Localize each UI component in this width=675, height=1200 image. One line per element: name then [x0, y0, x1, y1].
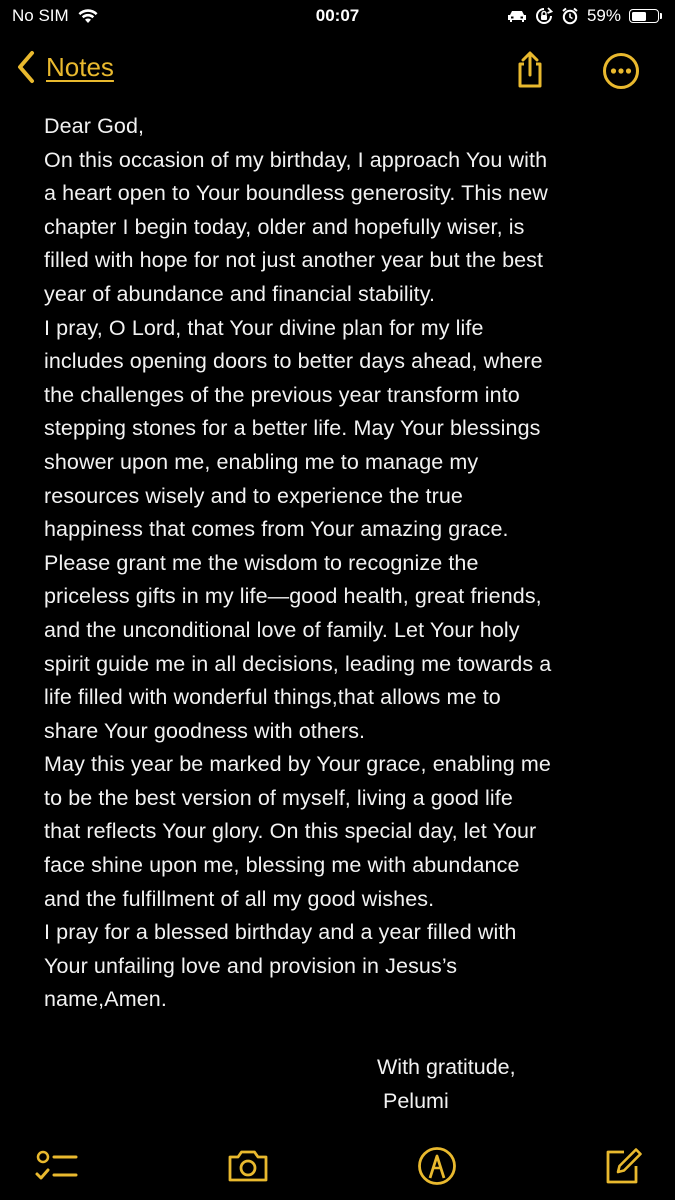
note-line: shower upon me, enabling me to manage my: [44, 449, 479, 474]
checklist-button[interactable]: [34, 1144, 78, 1188]
note-line: Dear God,: [44, 114, 145, 138]
battery-level: [632, 12, 646, 21]
back-label: Notes: [46, 51, 114, 82]
carrier-label: No SIM: [12, 6, 69, 25]
more-icon: [602, 52, 640, 90]
note-line: priceless gifts in my life—good health, great friends,: [44, 584, 542, 609]
note-line: May this year be marked by Your grace, enabling me: [44, 752, 551, 777]
note-line: that reflects Your glory. On this special day, let Your: [44, 819, 537, 844]
markup-pen-icon: [415, 1144, 459, 1188]
car-icon: [507, 8, 527, 24]
alarm-icon: [561, 7, 579, 25]
note-line: chapter I begin today, older and hopefully wiser, is: [44, 214, 525, 239]
status-time: 00:07: [315, 6, 360, 25]
note-line: share Your goodness with others.: [44, 718, 366, 743]
note-line: life filled with wonderful things,that allows me to: [44, 685, 501, 710]
status-right: [507, 6, 659, 26]
signature-name: Pelumi: [383, 1088, 449, 1113]
note-line: and the fulfillment of all my good wishes.: [44, 886, 435, 911]
note-line: Please grant me the wisdom to recognize the: [44, 550, 479, 575]
status-bar: [0, 0, 675, 36]
camera-icon: [226, 1144, 270, 1188]
note-line: name,Amen.: [44, 987, 167, 1012]
note-line: filled with hope for not just another year but the best: [44, 248, 544, 273]
battery-icon: [629, 9, 659, 23]
checklist-icon: [34, 1144, 78, 1188]
nav-bar: [0, 44, 675, 96]
more-button[interactable]: [602, 52, 640, 90]
note-line: I pray for a blessed birthday and a year filled with: [44, 920, 517, 945]
compose-button[interactable]: [602, 1144, 646, 1188]
note-line: includes opening doors to better days ahead, where: [44, 349, 543, 374]
signoff-text: With gratitude,: [377, 1055, 516, 1079]
note-line: I pray, O Lord, that Your divine plan for my life: [44, 315, 484, 340]
note-line: stepping stones for a better life. May Your blessings: [44, 416, 541, 441]
note-line: spirit guide me in all decisions, leading me towards a: [44, 651, 552, 676]
battery-percent: 59%: [586, 6, 621, 25]
note-line: and the unconditional love of family. Let Your holy: [44, 617, 520, 642]
signature-block: [377, 1051, 516, 1118]
note-line: resources wisely and to experience the true: [44, 483, 463, 508]
bottom-toolbar: [0, 1140, 675, 1190]
compose-icon: [602, 1144, 646, 1188]
note-line: Your unfailing love and provision in Jesus’s: [44, 953, 458, 978]
orientation-lock-icon: [535, 7, 553, 25]
chevron-left-icon: [16, 50, 36, 84]
back-button[interactable]: [16, 50, 114, 84]
note-line: the challenges of the previous year transform into: [44, 382, 520, 407]
note-line: face shine upon me, blessing me with abundance: [44, 853, 520, 878]
note-line: year of abundance and financial stability.: [44, 281, 436, 306]
share-icon: [510, 50, 550, 90]
note-body[interactable]: [44, 110, 644, 1017]
note-line: happiness that comes from Your amazing grace.: [44, 517, 509, 542]
markup-button[interactable]: [415, 1144, 459, 1188]
note-line: On this occasion of my birthday, I approach You with: [44, 147, 548, 172]
note-line: to be the best version of myself, living a good life: [44, 785, 513, 810]
camera-button[interactable]: [226, 1144, 270, 1188]
share-button[interactable]: [510, 50, 550, 90]
note-line: a heart open to Your boundless generosity. This new: [44, 181, 548, 206]
